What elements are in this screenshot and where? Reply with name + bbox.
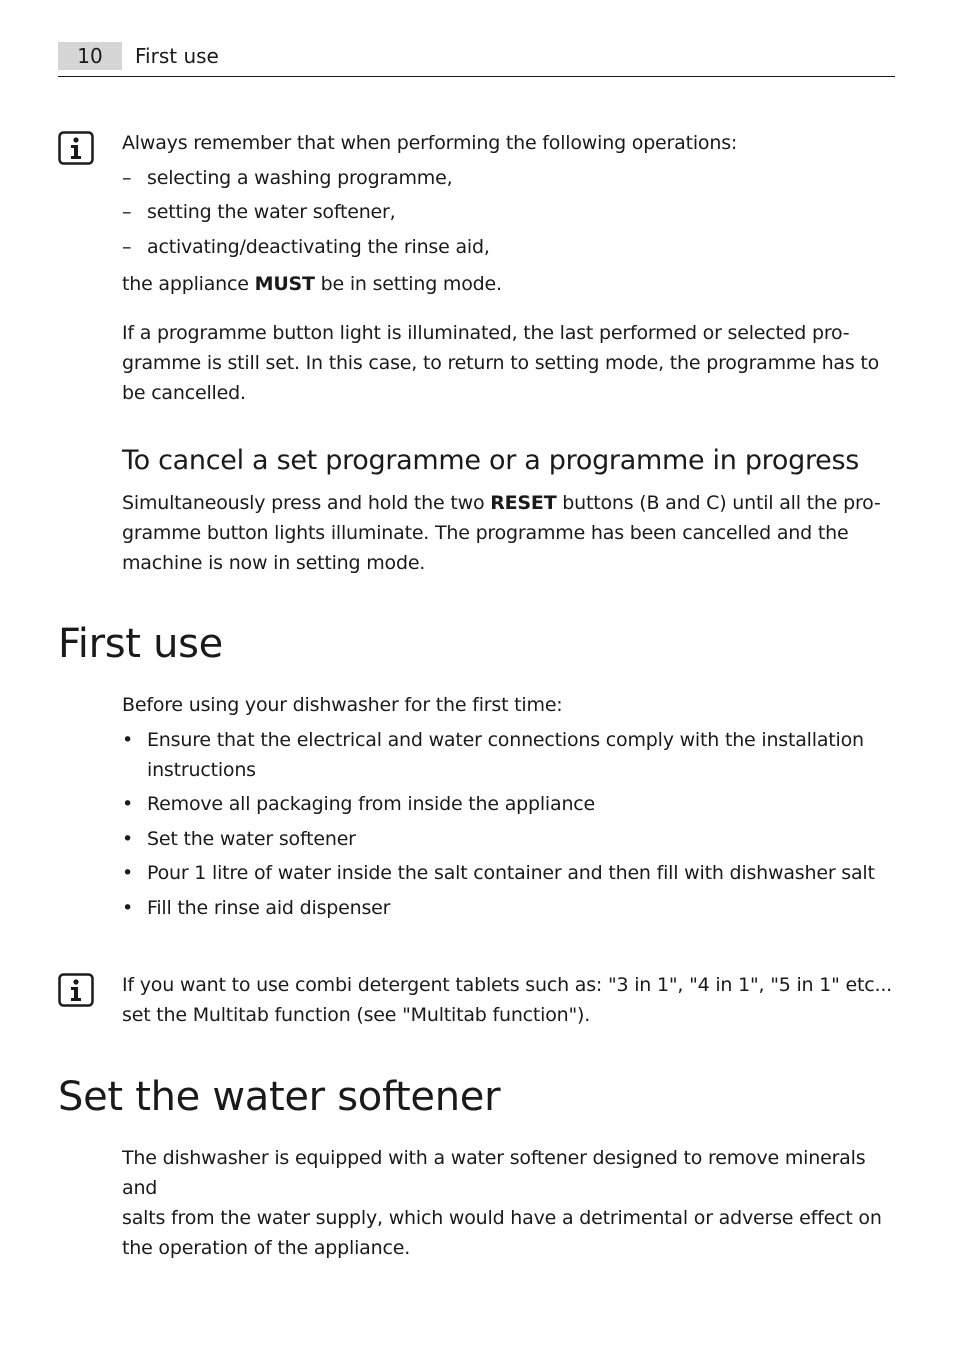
bullet-mark: • (122, 897, 134, 919)
paragraph-line: If you want to use combi detergent tablets such as: "3 in 1", "4 in 1", "5 in 1" etc... (122, 974, 893, 996)
list-item (122, 893, 895, 923)
list-item-text: Fill the rinse aid dispenser (147, 897, 391, 919)
page-number: 10 (77, 44, 103, 68)
dash-mark: – (122, 167, 132, 189)
cancel-heading: To cancel a set programme or a programme in progress (122, 445, 859, 476)
note-paragraph (122, 318, 895, 408)
first-use-heading: First use (58, 621, 223, 667)
info-icon (58, 973, 94, 1007)
paragraph-line: the operation of the appliance. (122, 1237, 411, 1259)
list-item-text: Remove all packaging from inside the appliance (147, 793, 596, 815)
paragraph-line: If a programme button light is illuminated, the last performed or selected pro- (122, 322, 850, 344)
list-item-text: Set the water softener (147, 828, 356, 850)
list-item (122, 789, 895, 819)
running-title: First use (135, 44, 219, 68)
multitab-note (122, 970, 895, 1030)
water-softener-heading: Set the water softener (58, 1074, 501, 1120)
header-rule (58, 76, 895, 77)
list-item (122, 163, 895, 193)
note-intro: Always remember that when performing the following operations: (122, 132, 738, 154)
paragraph-line: machine is now in setting mode. (122, 552, 426, 574)
list-item-text: Ensure that the electrical and water connections comply with the installation (147, 729, 864, 751)
paragraph-line (122, 488, 895, 518)
list-item (122, 232, 895, 262)
list-item (122, 725, 895, 785)
cancel-paragraph (122, 488, 895, 578)
reset-bold: RESET (490, 492, 557, 514)
list-item-text-cont: instructions (147, 759, 256, 781)
dash-mark: – (122, 236, 132, 258)
list-item-text: Pour 1 litre of water inside the salt container and then fill with dishwasher salt (147, 862, 875, 884)
dash-mark: – (122, 201, 132, 223)
outro-text-after: be in setting mode. (314, 273, 502, 295)
first-use-intro: Before using your dishwasher for the first time: (122, 694, 563, 716)
bullet-mark: • (122, 862, 134, 884)
list-item-text: activating/deactivating the rinse aid, (147, 236, 490, 258)
water-softener-paragraph (122, 1143, 895, 1263)
note-outro (122, 269, 895, 299)
bullet-mark: • (122, 828, 134, 850)
list-item-text: selecting a washing programme, (147, 167, 453, 189)
paragraph-line: The dishwasher is equipped with a water softener designed to remove minerals and (122, 1147, 866, 1199)
paragraph-line: salts from the water supply, which would have a detrimental or adverse effect on (122, 1207, 882, 1229)
list-item (122, 858, 895, 888)
list-item (122, 824, 895, 854)
info-icon (58, 131, 94, 165)
list-item-text: setting the water softener, (147, 201, 396, 223)
bullet-mark: • (122, 729, 134, 751)
paragraph-line: gramme button lights illuminate. The programme has been cancelled and the (122, 522, 849, 544)
bullet-mark: • (122, 793, 134, 815)
outro-bold: MUST (254, 273, 315, 295)
line-text: buttons (B and C) until all the pro- (556, 492, 881, 514)
paragraph-line: set the Multitab function (see "Multitab function"). (122, 1004, 591, 1026)
line-text: Simultaneously press and hold the two (122, 492, 491, 514)
list-item (122, 197, 895, 227)
paragraph-line: gramme is still set. In this case, to return to setting mode, the programme has to (122, 352, 880, 374)
paragraph-line: be cancelled. (122, 382, 246, 404)
outro-text-before: the appliance (122, 273, 255, 295)
